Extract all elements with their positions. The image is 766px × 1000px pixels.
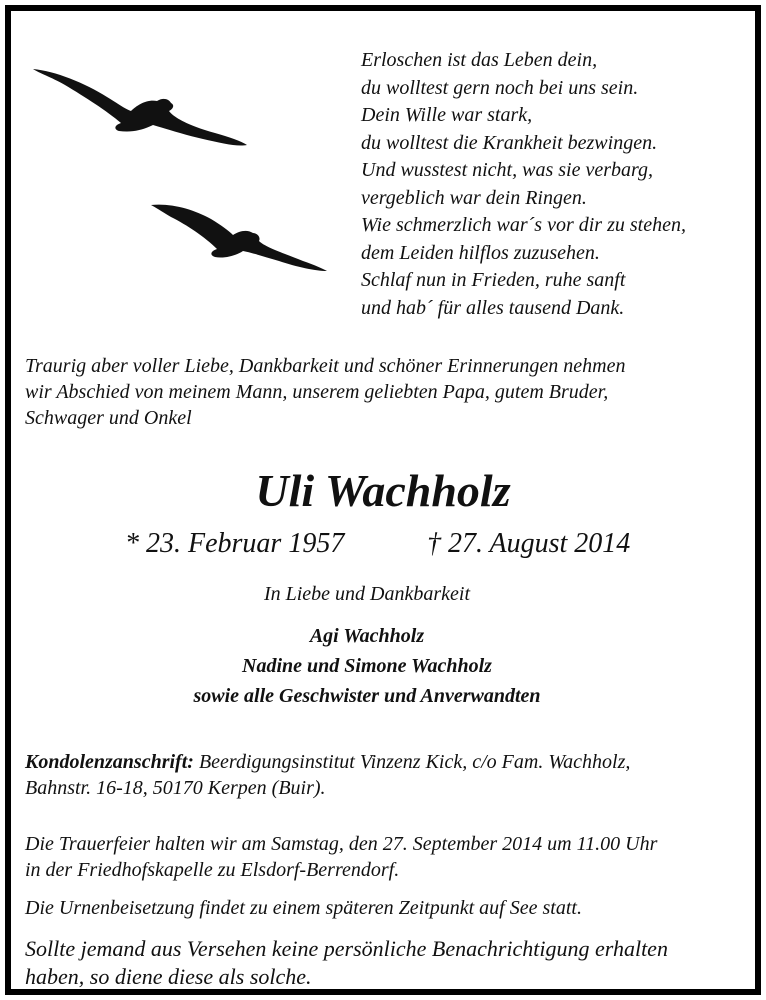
obituary-frame xyxy=(5,5,761,995)
signature-intro: In Liebe und Dankbarkeit xyxy=(263,583,471,605)
condolence-address xyxy=(25,749,755,801)
signature-name: Nadine und Simone Wachholz xyxy=(242,655,492,677)
condolence-label: Kondolenzanschrift: xyxy=(25,751,194,773)
intro-text xyxy=(25,353,755,431)
family-signatures xyxy=(11,621,723,711)
urn-info xyxy=(25,895,755,921)
intro-line: Schwager und Onkel xyxy=(25,407,192,429)
ceremony-line: Die Trauerfeier halten wir am Samstag, den 27. September 2014 um 11.00 Uhr xyxy=(25,833,658,855)
birth-date: * 23. Februar 1957 xyxy=(125,528,345,559)
poem-line: Erloschen ist das Leben dein, xyxy=(361,49,598,71)
ceremony-info xyxy=(25,831,755,883)
poem-line: und hab´ für alles tausend Dank. xyxy=(361,296,625,319)
poem-line: du wolltest die Krankheit bezwingen. xyxy=(361,131,658,154)
urn-line: Die Urnenbeisetzung findet zu einem späteren Zeitpunkt auf See statt. xyxy=(25,897,582,919)
intro-line: Traurig aber voller Liebe, Dankbarkeit und schöner Erinnerungen nehmen xyxy=(25,355,626,377)
condolence-line: Beerdigungsinstitut Vinzenz Kick, c/o Fam. Wachholz, xyxy=(193,751,631,773)
signature-name: sowie alle Geschwister und Anverwandten xyxy=(193,685,541,707)
intro-line: wir Abschied von meinem Mann, unserem geliebten Papa, gutem Bruder, xyxy=(25,381,609,403)
poem-line: Und wusstest nicht, was sie verbarg, xyxy=(361,159,654,181)
deceased-name: Uli Wachholz xyxy=(255,465,511,516)
signature-name: Agi Wachholz xyxy=(309,625,425,647)
poem xyxy=(361,47,741,322)
notice-line: Sollte jemand aus Versehen keine persönliche Benachrichtigung erhalten xyxy=(25,936,668,961)
death-date: † 27. August 2014 xyxy=(427,528,631,559)
poem-line: Wie schmerzlich war´s vor dir zu stehen, xyxy=(361,214,686,236)
notice-line: haben, so diene diese als solche. xyxy=(25,964,312,989)
poem-line: Dein Wille war stark, xyxy=(361,104,533,126)
poem-line: dem Leiden hilflos zuzusehen. xyxy=(361,241,600,264)
poem-line: vergeblich war dein Ringen. xyxy=(361,186,587,209)
condolence-line: Bahnstr. 16-18, 50170 Kerpen (Buir). xyxy=(25,777,326,799)
poem-line: Schlaf nun in Frieden, ruhe sanft xyxy=(361,269,626,291)
notice-info xyxy=(25,935,755,991)
ceremony-line: in der Friedhofskapelle zu Elsdorf-Berrendorf. xyxy=(25,859,400,881)
flying-birds-icon xyxy=(25,49,335,279)
poem-line: du wolltest gern noch bei uns sein. xyxy=(361,76,639,99)
